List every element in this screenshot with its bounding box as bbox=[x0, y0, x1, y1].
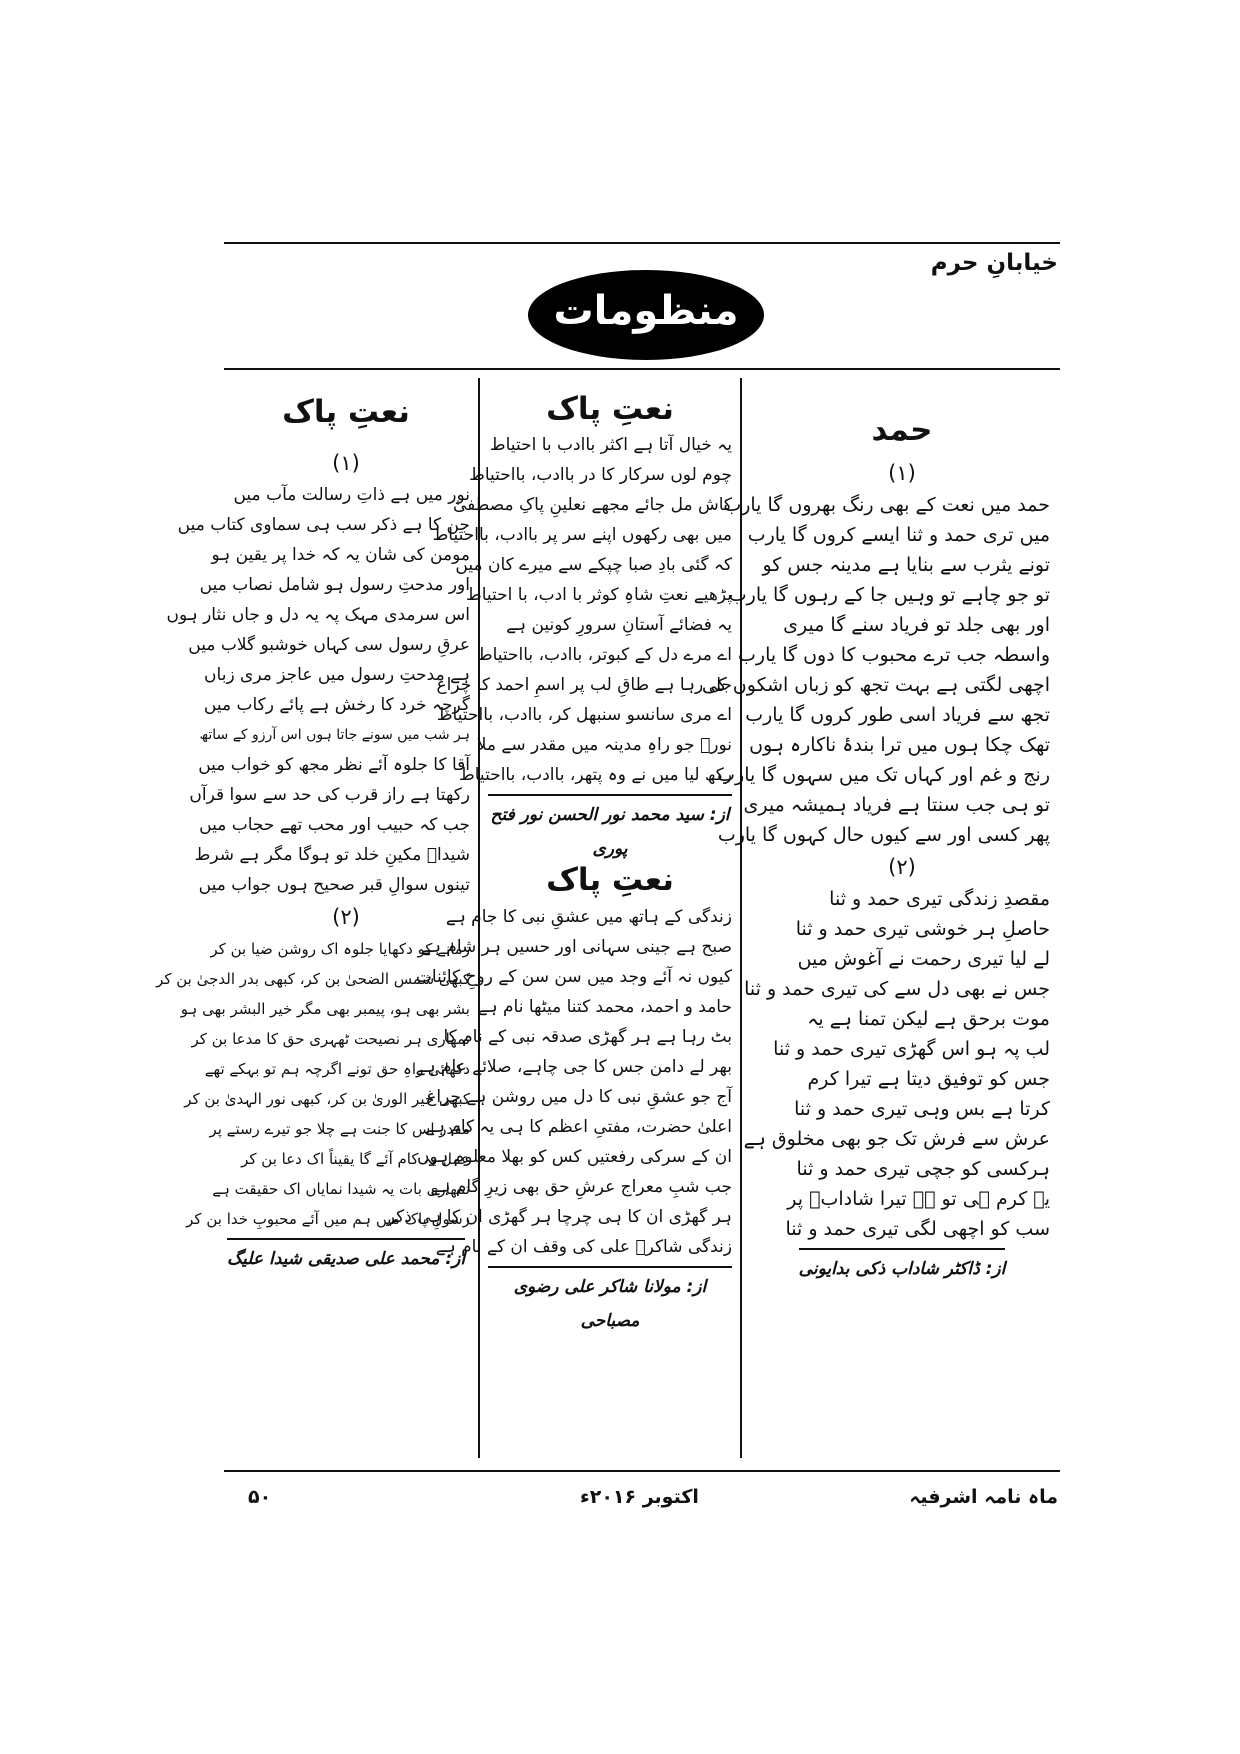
verse-line: بھر لے دامن جس کا جی چاہے، صلائے عام ہے bbox=[415, 1057, 732, 1077]
naat-left-column bbox=[156, 388, 470, 1276]
naat-left-part2-lines bbox=[156, 934, 470, 1234]
naat-middle-credit-1: از: سید محمد نور الحسن نور فتح پوری bbox=[488, 794, 732, 832]
verse-line: جس نے بھی دل سے کی تیری حمد و ثنا bbox=[744, 978, 1050, 1000]
verse-line: بشر بھی ہو، پیمبر بھی مگر خیر البشر بھی ہو bbox=[180, 1000, 470, 1018]
footer-rule bbox=[224, 1470, 1060, 1472]
verse-line: اے مرے دل کے کبوتر، باادب، بااحتیاط bbox=[476, 645, 732, 665]
footer-magazine-name: ماہ نامہ اشرفیہ bbox=[909, 1486, 1058, 1508]
hamd-part2-lines bbox=[743, 884, 1050, 1244]
verse-line: اے مری سانسو سنبھل کر، باادب، بااحتیاط bbox=[436, 705, 732, 725]
verse-line: زندگی کے ہاتھ میں عشقِ نبی کا جام ہے bbox=[445, 907, 732, 927]
verse-line: آقا کا جلوہ آئے نظر مجھ کو خواب میں bbox=[198, 755, 470, 775]
verse-line: ہر شب میں سونے جاتا ہوں اس آرزو کے ساتھ bbox=[199, 727, 470, 743]
verse-line: اچھی لگتی ہے بہت تجھ کو زباں اشکوں کی bbox=[701, 674, 1050, 696]
verse-line: کیوں نہ آئے وجد میں سن سن کے روحِ کائنات bbox=[415, 967, 732, 987]
naat-left-credit-wrap bbox=[222, 1238, 470, 1276]
verse-line: واسطہ جب ترے محبوب کا دوں گا یارب bbox=[738, 644, 1050, 666]
verse-line: ہے مدحتِ رسول میں عاجز مری زباں bbox=[204, 665, 470, 685]
verse-line: میں بھی رکھوں اپنے سر پر باادب، بااحتیاط bbox=[432, 525, 732, 545]
verse-line: بٹ رہا ہے ہر گھڑی صدقہ نبی کے نام کا bbox=[443, 1027, 732, 1047]
verse-line: گرچہ خرد کا رخش ہے پائے رکاب میں bbox=[203, 695, 470, 715]
verse-line: یہ خیال آتا ہے اکثر باادب با احتیاط bbox=[489, 435, 732, 455]
verse-line: حاصلِ ہر خوشی تیری حمد و ثنا bbox=[795, 918, 1050, 940]
verse-line: تھک چکا ہوں میں ترا بندۂ ناکارہ ہوں bbox=[749, 734, 1050, 756]
verse-line: عرقِ رسول سی کہاں خوشبو گلاب میں bbox=[188, 635, 470, 655]
verse-line: چوم لوں سرکار کا در باادب، بااحتیاط bbox=[469, 465, 732, 485]
verse-line: کاش مل جائے مجھے نعلینِ پاکِ مصطفیٰ bbox=[452, 495, 732, 515]
banner-oval bbox=[528, 270, 764, 360]
verse-line: کرتا ہے بس وہی تیری حمد و ثنا bbox=[794, 1098, 1050, 1120]
verse-line: پڑھیے نعتِ شاہِ کوثر با ادب، با احتیاط bbox=[466, 585, 732, 605]
banner-rule bbox=[224, 368, 1060, 370]
hamd-part2-number: (۲) bbox=[888, 855, 916, 879]
verse-line: اور مدحتِ رسول ہو شامل نصاب میں bbox=[199, 575, 470, 595]
naat-middle-column bbox=[386, 388, 732, 1331]
verse-line: ان کے سرکی رفعتیں کس کو بھلا معلوم ہوں bbox=[417, 1147, 732, 1167]
verse-line: دکھائی راہِ حق تونے اگرچہ ہم تو بہکے تھے bbox=[204, 1060, 470, 1078]
verse-line: جل رہا ہے طاقِ لب پر اسمِ احمد کا چراغ bbox=[436, 675, 732, 695]
hamd-column bbox=[701, 388, 1050, 1286]
verse-line: اعلیٰ حضرت، مفتیِ اعظم کا ہی یہ کام ہے bbox=[425, 1117, 732, 1137]
naat-middle-title-2: نعتِ پاک bbox=[546, 862, 674, 898]
naat-middle-credit2-wrap bbox=[488, 1266, 732, 1330]
hamd-part1-lines bbox=[701, 490, 1050, 850]
naat-middle-credit1-wrap bbox=[488, 794, 732, 858]
naat-left-part1-lines bbox=[166, 480, 470, 900]
verse-line: عرش سے فرش تک جو بھی مخلوق ہے bbox=[743, 1128, 1050, 1150]
verse-line: رکھ لیا میں نے وہ پتھر، باادب، بااحتیاط bbox=[459, 765, 732, 785]
naat-left-part1-number: (۱) bbox=[332, 451, 360, 475]
verse-line: یہ فضائے آستانِ سرورِ کونین ہے bbox=[506, 615, 732, 635]
naat-left-credit: از: محمد علی صدیقی شیدا علیگ bbox=[227, 1238, 465, 1276]
verse-line: آج جو عشقِ نبی کا دل میں روشن ہے چراغ bbox=[426, 1087, 732, 1107]
verse-line: رسولِ پاک میں ہم میں آئے محبوبِ خدا بن کر bbox=[186, 1210, 470, 1228]
naat-middle-title-1: نعتِ پاک bbox=[546, 391, 674, 427]
verse-line: یہ کرم ہی تو ہے تیرا شادابؔ پر bbox=[787, 1188, 1050, 1210]
verse-line: کبھی شمس الضحیٰ بن کر، کبھی بدر الدجیٰ بن کر bbox=[156, 970, 470, 988]
verse-line: جب شبِ معراج عرشِ حق بھی زیرِ گام ہے bbox=[430, 1177, 732, 1197]
verse-line: مقدر اس کا جنت ہے چلا جو تیرے رستے پر bbox=[209, 1120, 470, 1138]
naat-middle-part2-lines bbox=[386, 902, 732, 1262]
naat-left-part2-number: (۲) bbox=[332, 905, 360, 929]
naat-middle-part1-lines bbox=[432, 430, 732, 790]
column-divider-right bbox=[740, 378, 742, 1458]
naat-middle-credit-2: از: مولانا شاکر علی رضوی مصباحی bbox=[488, 1266, 732, 1304]
hamd-title: حمد bbox=[871, 412, 933, 448]
verse-line: زمانے کو دکھایا جلوہ اک روشن ضیا بن کر bbox=[210, 940, 470, 958]
hamd-credit: از: ڈاکٹر شاداب ذکی بدایونی bbox=[799, 1248, 1006, 1286]
verse-line: عمل یہ کام آئے گا یقیناً اک دعا بن کر bbox=[241, 1150, 470, 1168]
verse-line: اس سرمدی مہک پہ یہ دل و جاں نثار ہوں bbox=[166, 605, 470, 625]
verse-line: شیداؔ مکینِ خلد تو ہوگا مگر ہے شرط bbox=[194, 845, 470, 865]
verse-line: پھر کسی اور سے کیوں حال کہوں گا یارب bbox=[717, 824, 1050, 846]
footer-page-number: ۵۰ bbox=[248, 1486, 272, 1508]
verse-line: جب کہ حبیب اور محب تھے حجاب میں bbox=[199, 815, 470, 835]
verse-line: اور بھی جلد تو فریاد سنے گا میری bbox=[783, 614, 1050, 636]
verse-line: تونے یثرب سے بنایا ہے مدینہ جس کو bbox=[762, 554, 1050, 576]
hamd-part1-number: (۱) bbox=[888, 461, 916, 485]
verse-line: نور میں ہے ذاتِ رسالت مآب میں bbox=[233, 485, 470, 505]
verse-line: زندگی شاکرؔ علی کی وقف ان کے نام ہے bbox=[435, 1237, 732, 1257]
verse-line: میں تری حمد و ثنا ایسے کروں گا یارب bbox=[747, 524, 1050, 546]
verse-line: سب کو اچھی لگی تیری حمد و ثنا bbox=[785, 1218, 1050, 1240]
verse-line: تمھاری ہر نصیحت ٹھہری حق کا مدعا بن کر bbox=[191, 1030, 470, 1048]
hamd-credit-wrap bbox=[754, 1248, 1050, 1286]
section-header-title: خیابانِ حرم bbox=[930, 250, 1058, 276]
verse-line: نورؔ جو راہِ مدینہ میں مقدر سے ملا bbox=[476, 735, 732, 755]
verse-line: مومن کی شان یہ کہ خدا پر یقین ہو bbox=[211, 545, 470, 565]
verse-line: مقصدِ زندگی تیری حمد و ثنا bbox=[829, 888, 1050, 910]
verse-line: ہر گھڑی ان کا ہی چرچا ہر گھڑی ان کا ہی ذکر bbox=[386, 1207, 732, 1227]
verse-line: حمد میں نعت کے بھی رنگ بھروں گا یارب bbox=[723, 494, 1050, 516]
verse-line: لب پہ ہو اس گھڑی تیری حمد و ثنا bbox=[773, 1038, 1050, 1060]
verse-line: کہ گئی بادِ صبا چپکے سے میرے کان میں bbox=[455, 555, 732, 575]
verse-line: رنج و غم اور کہاں تک میں سہوں گا یارب bbox=[717, 764, 1050, 786]
verse-line: تینوں سوالِ قبر صحیح ہوں جواب میں bbox=[198, 875, 470, 895]
footer-date: اکتوبر ۲۰۱۶ء bbox=[580, 1486, 699, 1508]
verse-line: جس کو توفیق دیتا ہے تیرا کرم bbox=[807, 1068, 1050, 1090]
verse-line: جن کا ہے ذکر سب ہی سماوی کتاب میں bbox=[177, 515, 470, 535]
verse-line: رکھتا ہے راز قرب کی حد سے سوا قرآں bbox=[189, 785, 470, 805]
banner-title: منظومات bbox=[553, 288, 739, 334]
verse-line: کبھی خیر الوریٰ بن کر، کبھی نور الہدیٰ بن کر bbox=[184, 1090, 470, 1108]
verse-line: موت برحق ہے لیکن تمنا ہے یہ bbox=[807, 1008, 1050, 1030]
verse-line: تمھاری بات یہ شیدا نمایاں اک حقیقت ہے bbox=[212, 1180, 470, 1198]
naat-left-title: نعتِ پاک bbox=[282, 394, 410, 430]
verse-line: ہرکسی کو جچی تیری حمد و ثنا bbox=[796, 1158, 1050, 1180]
verse-line: تو ہی جب سنتا ہے فریاد ہمیشہ میری bbox=[743, 794, 1050, 816]
verse-line: تو جو چاہے تو وہیں جا کے رہوں گا یارب bbox=[728, 584, 1050, 606]
verse-line: حامد و احمد، محمد کتنا میٹھا نام ہے bbox=[477, 997, 732, 1017]
verse-line: صبح ہے جینی سہانی اور حسیں ہر شام ہے bbox=[420, 937, 732, 957]
verse-line: لے لیا تیری رحمت نے آغوش میں bbox=[797, 948, 1050, 970]
verse-line: تجھ سے فریاد اسی طور کروں گا یارب bbox=[745, 704, 1050, 726]
top-rule bbox=[224, 242, 1060, 244]
